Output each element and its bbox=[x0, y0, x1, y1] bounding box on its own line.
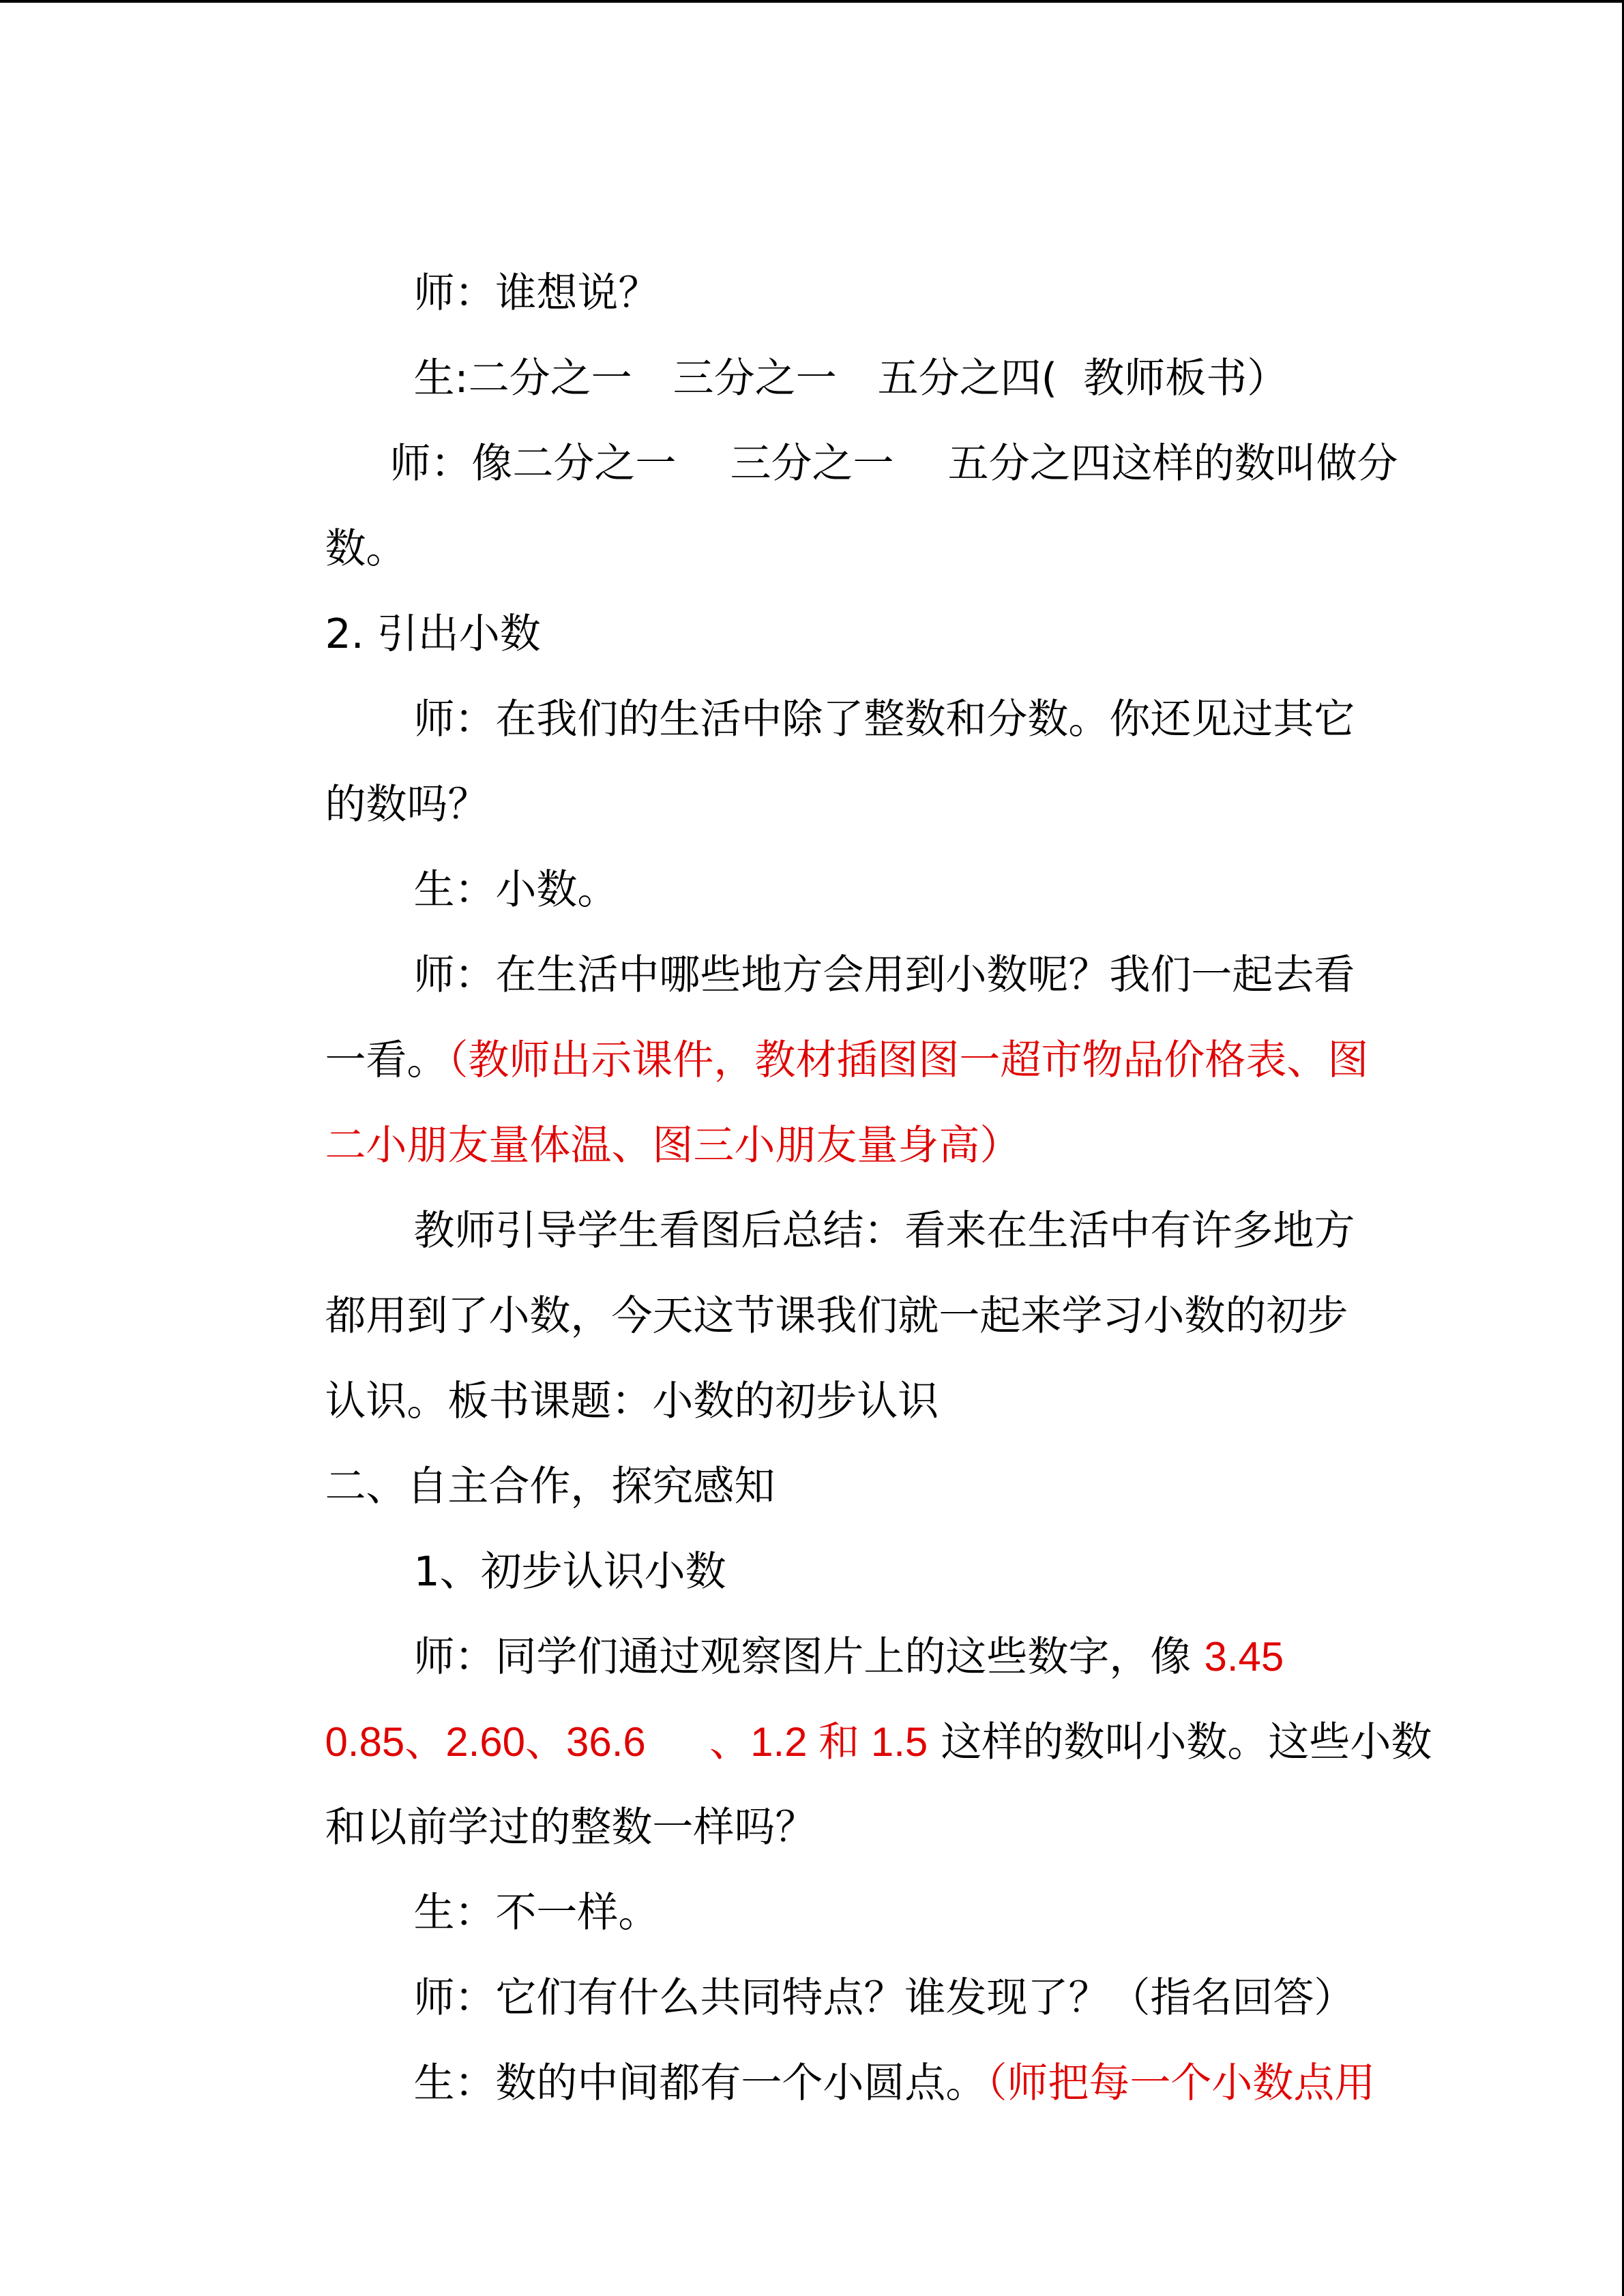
red-annotation: 二小朋友量体温、图三小朋友量身高） bbox=[325, 1122, 1021, 1169]
text-segment: 师：它们有什么共同特点？谁发现了？（指名回答） bbox=[413, 1974, 1355, 2022]
text-segment: 2. 引出小数 bbox=[325, 610, 541, 658]
text-line-22 bbox=[336, 2001, 1376, 2107]
text-line-3 bbox=[312, 382, 1398, 488]
text-line-19 bbox=[247, 1746, 816, 1851]
text-line-7 bbox=[247, 723, 489, 829]
text-line-14 bbox=[247, 1320, 939, 1425]
text-segment: 生:二分之一 三分之一 五分之四( 教师板书） bbox=[413, 355, 1288, 402]
text-line-2 bbox=[336, 297, 1288, 402]
text-segment: 这样的数叫小数。这些小数 bbox=[928, 1718, 1432, 1766]
section-heading-part2 bbox=[247, 1405, 776, 1510]
text-segment: 数。 bbox=[325, 525, 407, 573]
text-segment: 师：在生活中哪些地方会用到小数呢？我们一起去看 bbox=[413, 951, 1355, 999]
red-annotation: （师把每一个小数点用 bbox=[986, 2059, 1376, 2107]
text-segment: 教师引导学生看图后总结：看来在生活中有许多地方 bbox=[413, 1207, 1355, 1255]
text-segment: 生：数的中间都有一个小圆点。 bbox=[413, 2059, 987, 2107]
text-segment: 和以前学过的整数一样吗？ bbox=[325, 1804, 816, 1851]
text-line-9 bbox=[336, 893, 1355, 999]
red-number: 3.45 bbox=[1204, 1634, 1284, 1680]
subsection-heading-1 bbox=[336, 1490, 726, 1596]
page-top-border bbox=[0, 0, 1624, 3]
text-line-11 bbox=[247, 1064, 1021, 1169]
text-line-4 bbox=[247, 467, 407, 573]
text-line-10 bbox=[247, 979, 1369, 1084]
text-segment: 二、自主合作，探究感知 bbox=[325, 1463, 776, 1510]
text-segment: 师：谁想说？ bbox=[413, 269, 660, 317]
text-segment: 师：像二分之一 三分之一 五分之四这样的数叫做分 bbox=[389, 440, 1398, 488]
text-segment: 认识。板书课题：小数的初步认识 bbox=[325, 1377, 939, 1425]
text-line-6 bbox=[336, 638, 1355, 743]
text-line-21 bbox=[336, 1916, 1355, 2022]
red-number-list: 0.85、2.60、36.6 、1.2 和 1.5 bbox=[325, 1719, 928, 1765]
text-segment: 都用到了小数，今天这节课我们就一起来学习小数的初步 bbox=[325, 1292, 1348, 1340]
text-line-1 bbox=[336, 211, 660, 317]
text-segment: 生：不一样。 bbox=[413, 1889, 660, 1937]
text-line-13 bbox=[247, 1234, 1348, 1340]
text-segment: 师：在我们的生活中除了整数和分数。你还见过其它 bbox=[413, 696, 1355, 743]
text-segment: 一看。 bbox=[325, 1037, 448, 1084]
red-annotation: （教师出示课件，教材插图图一超市物品价格表、图 bbox=[447, 1037, 1369, 1084]
section-heading-2 bbox=[247, 552, 541, 658]
text-segment: 生：小数。 bbox=[413, 866, 619, 914]
text-line-8 bbox=[336, 808, 619, 914]
text-segment: 1、初步认识小数 bbox=[413, 1548, 726, 1596]
text-line-17 bbox=[336, 1575, 1284, 1681]
text-line-18 bbox=[247, 1660, 1432, 1766]
text-line-20 bbox=[336, 1831, 660, 1937]
text-line-12 bbox=[336, 1149, 1355, 1255]
text-segment: 的数吗？ bbox=[325, 781, 489, 829]
text-segment: 师：同学们通过观察图片上的这些数字，像 bbox=[413, 1633, 1205, 1681]
